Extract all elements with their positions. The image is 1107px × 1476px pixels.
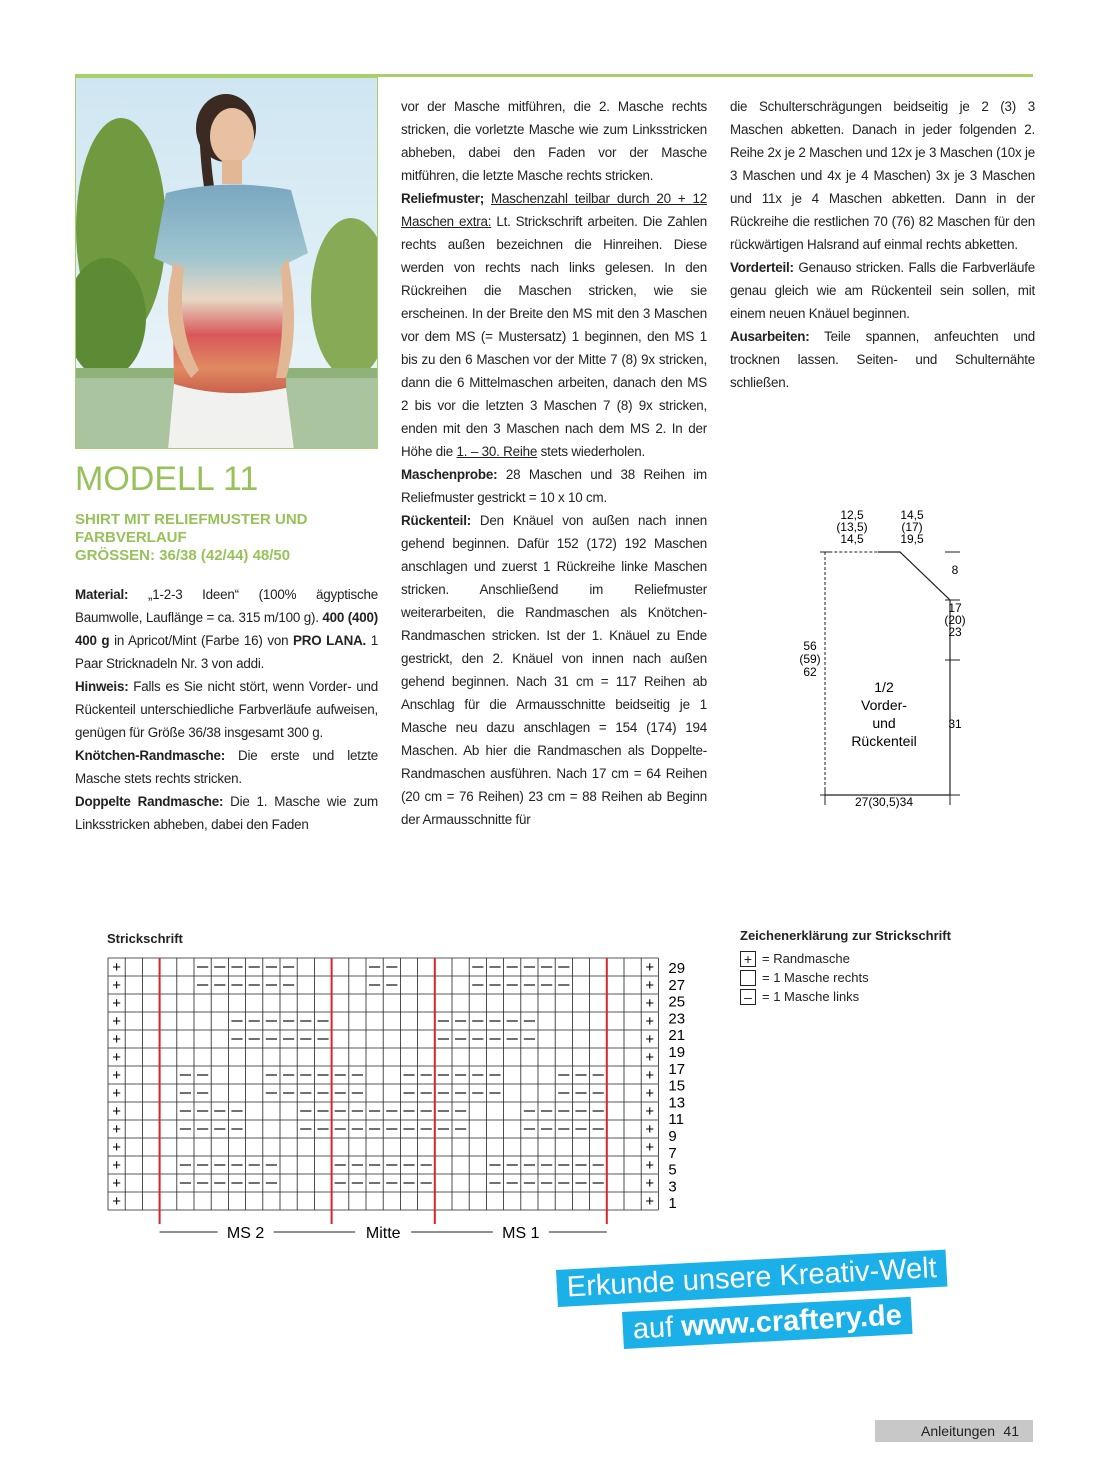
row-number: 23 xyxy=(668,1010,686,1028)
edge-stitch-mark: + xyxy=(112,1049,121,1066)
edge-stitch-mark: + xyxy=(112,1013,121,1030)
row-number: 27 xyxy=(668,976,686,994)
back-label: Rückenteil: xyxy=(401,513,471,528)
relief-text: Lt. Strickschrift arbeiten. Die Zahlen rechts außen bezeichnen die Hinreihen. Diese werden von rechts nach links gelesen. In den Rückreihen die Maschen stricken, wie sie erscheinen. In der Breite den MS mit den 3 Maschen vor dem MS (= Mustersatz) 1 beginnen, den MS 1 bis zu den 6 Maschen vor der Mitte 7 (8) 9x stricken, dann die 6 Mittelmaschen arbeiten, danach den MS 2 bis vor die letzten 3 Maschen 7 (8) 9x stricken, enden mit den 3 Maschen nach dem MS 2. In der Höhe die xyxy=(401,214,707,459)
hint-label: Hinweis: xyxy=(75,679,129,694)
row-number: 1 xyxy=(668,1195,677,1213)
row-number: 7 xyxy=(668,1144,677,1162)
edge-stitch-mark: + xyxy=(112,1193,121,1210)
dim-top-right-1: 14,5 xyxy=(900,508,924,522)
knitting-chart xyxy=(100,950,710,1250)
finish-text: Teile spannen, anfeuchten und trocknen lassen. Seiten- und Schulternähte schließen. xyxy=(730,329,1035,390)
text-column-3 xyxy=(730,95,1035,394)
purl-stitch-symbol: – xyxy=(740,989,756,1005)
material-text: „1-2-3 Ideen“ (100% ägyptische Baumwolle, Lauflänge = ca. 315 m/100 g). xyxy=(75,587,378,625)
row-number: 19 xyxy=(668,1044,686,1061)
front-label: Vorderteil: xyxy=(730,260,794,275)
edge-stitch-mark: + xyxy=(645,1139,655,1156)
promo-banner-line-2 xyxy=(622,1297,913,1349)
relief-underline-2: 1. – 30. Reihe xyxy=(456,444,538,459)
model-photo xyxy=(75,77,378,449)
edge-stitch-mark: + xyxy=(645,1013,655,1030)
row-number: 3 xyxy=(668,1178,677,1196)
relief-paragraph xyxy=(401,187,707,463)
edge-stitch-mark: + xyxy=(645,959,655,976)
edge-stitch-mark: + xyxy=(645,1085,655,1102)
back-text: Den Knäuel von außen nach innen gehend beginnen. Dafür 152 (172) 192 Maschen anschlagen und zuerst 1 Rückreihe linke Maschen stricken. Anschließend im Reliefmuster weiterarbeiten, die Randmaschen als Knötchen-Randmaschen stricken. Ist der 1. Knäuel zu Ende gestrickt, den 2. Knäuel von innen nach außen gehend beginnen. Nach 31 cm = 117 Reihen ab Anschlag für die Armausschnitte beidseitig je 1 Masche neu dazu anschlagen = 154 (174) 194 Maschen. Ab hier die Randmaschen als Doppelte-Randmaschen ausführen. Nach 17 cm = 64 Reihen (20 cm = 76 Reihen) 23 cm = 88 Reihen ab Beginn der Armausschnitte für xyxy=(401,513,707,827)
edge-stitch-mark: + xyxy=(112,995,121,1012)
gauge-text: 28 Maschen und 38 Reihen im Reliefmuster gestrickt = 10 x 10 cm. xyxy=(401,467,707,505)
center-label-1: 1/2 xyxy=(874,679,894,695)
garment-schematic xyxy=(780,500,990,820)
material-amount: 400 (400) 400 g xyxy=(75,610,378,648)
edge-stitch-mark: + xyxy=(645,995,655,1012)
hint-paragraph xyxy=(75,675,378,744)
row-number: 11 xyxy=(668,1111,684,1129)
back-paragraph xyxy=(401,509,707,831)
row-number: 25 xyxy=(668,993,686,1011)
row-number: 21 xyxy=(668,1027,686,1045)
row-number: 17 xyxy=(668,1060,686,1078)
double-paragraph xyxy=(75,790,378,836)
row-number: 15 xyxy=(668,1077,686,1095)
promo-banner-url[interactable]: www.craftery.de xyxy=(680,1299,903,1343)
row-number: 29 xyxy=(668,960,686,977)
chart-legend xyxy=(740,928,951,1006)
bottom-section-label: MS 1 xyxy=(502,1225,540,1242)
center-label-4: Rückenteil xyxy=(851,733,917,749)
edge-stitch-mark: + xyxy=(112,1067,121,1084)
chart-title: Strickschrift xyxy=(107,931,183,946)
schematic-outline xyxy=(825,552,950,795)
col2-intro: vor der Masche mitführen, die 2. Masche rechts stricken, die vorletzte Masche wie zum Linksstricken abheben, dabei den Faden vor der Masche mitführen, die letzte Masche rechts stricken. xyxy=(401,99,707,183)
dim-top-left-2: (13,5) xyxy=(836,520,868,534)
edge-stitch-mark: + xyxy=(112,1139,121,1156)
dim-top-left-1: 12,5 xyxy=(840,508,864,522)
center-label-3: und xyxy=(872,715,896,731)
finish-paragraph xyxy=(730,325,1035,394)
knot-paragraph xyxy=(75,744,378,790)
row-number: 13 xyxy=(668,1094,686,1112)
material-text-3: 1 Paar Stricknadeln Nr. 3 von addi. xyxy=(75,633,378,671)
edge-stitch-mark: + xyxy=(645,1103,655,1120)
legend-item-knit xyxy=(740,968,951,987)
row-number: 9 xyxy=(668,1128,677,1145)
gauge-paragraph xyxy=(401,463,707,509)
col3-intro: die Schulterschrägungen beidseitig je 2 (3) 3 Maschen abketten. Danach in jeder folgenden 2. Reihe 2x je 2 Maschen und 12x je 3 Maschen (10x je 3 Maschen und 4x je 4 Maschen) 3x je 3 Maschen und 11x je 4 Maschen abketten. Dann in der Rückreihe die restlichen 70 (76) 82 Maschen für den rückwärtigen Halsrand auf einmal rechts abketten. xyxy=(730,99,1035,252)
edge-stitch-mark: + xyxy=(645,1067,655,1084)
text-column-2 xyxy=(401,95,707,831)
relief-label: Reliefmuster; xyxy=(401,191,484,206)
center-label-2: Vorder- xyxy=(861,697,907,713)
legend-item-edge xyxy=(740,949,951,968)
edge-stitch-mark: + xyxy=(112,977,121,994)
schematic-outline-dashed xyxy=(825,552,950,795)
edge-stitch-symbol: + xyxy=(740,951,756,967)
subtitle-line-1: SHIRT MIT RELIEFMUSTER UND xyxy=(75,511,308,528)
knit-stitch-symbol xyxy=(740,970,756,986)
material-label: Material: xyxy=(75,587,129,602)
dim-top-right-2: (17) xyxy=(901,520,923,534)
relief-text-2: stets wiederholen. xyxy=(537,444,645,459)
sizes: GRÖSSEN: 36/38 (42/44) 48/50 xyxy=(75,547,291,564)
dim-left-c: 62 xyxy=(803,665,817,679)
legend-item-purl xyxy=(740,987,951,1006)
hint-text: Falls es Sie nicht stört, wenn Vorder- und Rückenteil unterschiedliche Farbverläufe aufweisen, genügen für Größe 36/38 insgesamt 300 g. xyxy=(75,679,378,740)
double-label: Doppelte Randmasche: xyxy=(75,794,224,809)
dim-right-2c: 23 xyxy=(948,625,962,639)
bottom-section-label: MS 2 xyxy=(226,1225,265,1242)
footer-section-label: Anleitungen xyxy=(921,1423,995,1439)
edge-stitch-mark: + xyxy=(645,1049,655,1066)
dim-right-2b: (20) xyxy=(944,613,966,627)
edge-stitch-mark: + xyxy=(112,1157,121,1174)
page-footer xyxy=(875,1420,1033,1442)
model-title: MODELL 11 xyxy=(75,460,259,498)
promo-banner-prefix: auf xyxy=(632,1310,683,1346)
edge-stitch-mark: + xyxy=(645,1193,655,1210)
text-column-1 xyxy=(75,583,378,836)
subtitle-line-2: FARBVERLAUF xyxy=(75,529,187,546)
material-brand: PRO LANA. xyxy=(293,633,367,648)
dim-right-2a: 17 xyxy=(948,601,962,615)
edge-stitch-mark: + xyxy=(645,1157,655,1174)
relief-underline: Maschenzahl teilbar durch 20 + 12 Maschen extra: xyxy=(401,191,707,229)
legend-title: Zeichenerklärung zur Strickschrift xyxy=(740,928,951,943)
edge-stitch-mark: + xyxy=(112,959,121,976)
model-subtitle xyxy=(75,511,375,565)
front-text: Genauso stricken. Falls die Farbverläufe genau gleich wie am Rückenteil sein sollen, mit einem neuen Knäuel beginnen. xyxy=(730,260,1035,321)
dim-left-a: 56 xyxy=(803,639,817,653)
edge-stitch-mark: + xyxy=(112,1103,121,1120)
dim-top-left-3: 14,5 xyxy=(840,532,864,546)
edge-stitch-mark: + xyxy=(112,1031,121,1048)
edge-stitch-mark: + xyxy=(112,1175,121,1192)
material-text-2: in Apricot/Mint (Farbe 16) von xyxy=(109,633,294,648)
legend-text-purl: = 1 Masche links xyxy=(762,989,860,1004)
row-number: 5 xyxy=(668,1161,677,1179)
dim-right-3: 31 xyxy=(948,717,962,731)
knot-label: Knötchen-Randmasche: xyxy=(75,748,226,763)
page-number: 41 xyxy=(1003,1423,1019,1439)
dim-left-b: (59) xyxy=(799,652,821,666)
finish-label: Ausarbeiten: xyxy=(730,329,810,344)
double-text: Die 1. Masche wie zum Linksstricken abheben, dabei den Faden xyxy=(75,794,378,832)
edge-stitch-mark: + xyxy=(645,1121,655,1138)
dim-right-1: 8 xyxy=(951,563,959,577)
legend-text-edge: = Randmasche xyxy=(762,951,850,966)
edge-stitch-mark: + xyxy=(645,977,655,994)
promo-banner-line-1: Erkunde unsere Kreativ-Welt xyxy=(556,1250,948,1307)
bottom-section-label: Mitte xyxy=(365,1225,401,1242)
edge-stitch-mark: + xyxy=(112,1085,121,1102)
edge-stitch-mark: + xyxy=(645,1031,655,1048)
dim-top-right-3: 19,5 xyxy=(900,532,924,546)
knot-text: Die erste und letzte Masche stets rechts stricken. xyxy=(75,748,378,786)
material-paragraph xyxy=(75,583,378,675)
edge-stitch-mark: + xyxy=(645,1175,655,1192)
legend-text-knit: = 1 Masche rechts xyxy=(762,970,869,985)
front-paragraph xyxy=(730,256,1035,325)
edge-stitch-mark: + xyxy=(112,1121,121,1138)
gauge-label: Maschenprobe: xyxy=(401,467,498,482)
dim-bottom: 27(30,5)34 xyxy=(854,795,914,809)
